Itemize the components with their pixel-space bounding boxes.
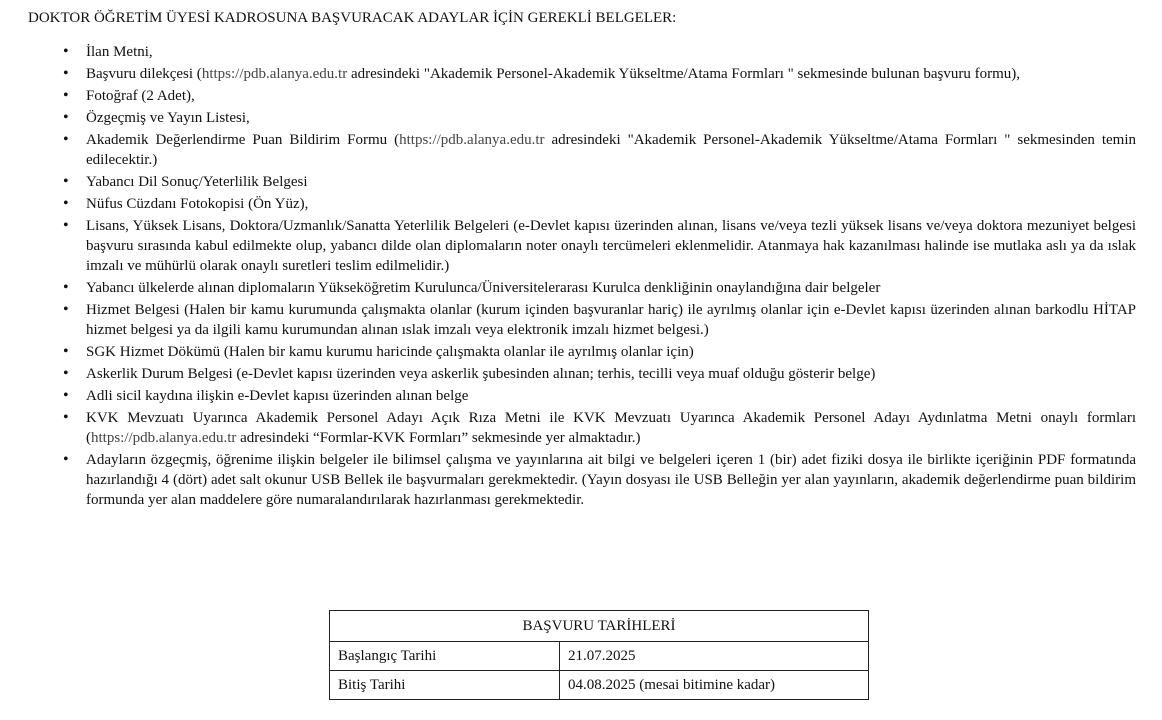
requirement-item (63, 64, 1136, 84)
requirement-text: Özgeçmiş ve Yayın Listesi, (86, 110, 250, 126)
requirement-text: Yabancı ülkelerde alınan diplomaların Yükseköğretim Kurulunca/Üniversitelerarası Kurulca denkliğinin onaylandığına dair belgeler (86, 280, 881, 296)
page-heading: DOKTOR ÖĞRETİM ÜYESİ KADROSUNA BAŞVURACAK ADAYLAR İÇİN GEREKLİ BELGELER: (28, 10, 677, 26)
pdb-website-link[interactable]: https://pdb.alanya.edu.tr (201, 66, 348, 82)
bullet-icon: • (63, 43, 69, 60)
bullet-icon: • (63, 387, 69, 404)
dates-table-header-row (330, 611, 869, 642)
bullet-icon: • (63, 365, 69, 382)
bullet-icon: • (63, 131, 69, 148)
requirements-list (63, 42, 1136, 512)
requirement-item (63, 130, 1136, 170)
dates-table-row-end (330, 671, 869, 700)
requirement-text: adresindeki "Akademik Personel-Akademik Yükseltme/Atama Formları " sekmesinde bulunan başvuru formu), (347, 66, 1020, 82)
requirement-text: Başvuru dilekçesi ( (86, 66, 202, 82)
requirement-text: Akademik Değerlendirme Puan Bildirim Formu ( (86, 132, 400, 148)
bullet-icon: • (63, 343, 69, 360)
requirement-item (63, 386, 1136, 406)
requirement-text: adresindeki “Formlar-KVK Formları” sekmesinde yer almaktadır.) (236, 430, 641, 446)
requirement-text: Yabancı Dil Sonuç/Yeterlilik Belgesi (86, 174, 308, 190)
end-date-label: Bitiş Tarihi (330, 671, 560, 700)
requirement-text: İlan Metni, (86, 44, 153, 60)
bullet-icon: • (63, 195, 69, 212)
requirement-text: SGK Hizmet Dökümü (Halen bir kamu kurumu haricinde çalışmakta olanlar ile ayrılmış olanlar için) (86, 344, 694, 360)
requirement-item (63, 194, 1136, 214)
bullet-icon: • (63, 409, 69, 426)
requirement-item (63, 42, 1136, 62)
pdb-website-link[interactable]: https://pdb.alanya.edu.tr (91, 430, 237, 446)
bullet-icon: • (63, 451, 69, 468)
dates-table-row-start (330, 642, 869, 671)
requirement-text: Lisans, Yüksek Lisans, Doktora/Uzmanlık/Sanatta Yeterlilik Belgeleri (e-Devlet kapısı üzerinden alınan, lisans ve/veya tezli yüksek lisans ve/veya doktora mezuniyet belgesi başvuru sırasında kabul edilmekte olup, yabancı dilde olan diplomaların noter onaylı tercümeleri eklenmelidir. Atanmaya hak kazanılması halinde ise mutlaka aslı ya da ıslak imzalı ve mühürlü olarak onaylı suretleri teslim edilmelidir.) (86, 218, 1136, 274)
requirement-text: Fotoğraf (2 Adet), (86, 88, 195, 104)
application-dates-table (329, 610, 869, 700)
bullet-icon: • (63, 65, 69, 82)
start-date-label: Başlangıç Tarihi (330, 642, 560, 671)
bullet-icon: • (63, 109, 69, 126)
bullet-icon: • (63, 301, 69, 318)
requirement-item (63, 342, 1136, 362)
bullet-icon: • (63, 173, 69, 190)
requirement-text: Nüfus Cüzdanı Fotokopisi (Ön Yüz), (86, 196, 309, 212)
requirement-item (63, 408, 1136, 448)
start-date-value: 21.07.2025 (560, 642, 869, 671)
dates-table-title: BAŞVURU TARİHLERİ (330, 611, 869, 642)
requirement-text: adresindeki "Akademik Personel-Akademik Yükseltme/Atama Formları " sekmesinden temin edilecektir.) (86, 132, 1136, 168)
requirement-item (63, 450, 1136, 510)
requirement-text: Askerlik Durum Belgesi (e-Devlet kapısı üzerinden veya askerlik şubesinden alınan; terhis, tecilli veya muaf olduğu gösterir belge) (86, 366, 876, 382)
bullet-icon: • (63, 279, 69, 296)
bullet-icon: • (63, 217, 69, 234)
bullet-icon: • (63, 87, 69, 104)
requirement-text: Adayların özgeçmiş, öğrenime ilişkin belgeler ile bilimsel çalışma ve yayınlarına ait bilgi ve belgeleri içeren 1 (bir) adet fiziki dosya ile birlikte içeriğinin PDF formatında hazırlandığı 4 (dört) adet salt okunur USB Bellek ile başvurmaları gerekmektedir. (Yayın dosyası ile USB Belleğin yer alan yayınların, akademik değerlendirme puan bildirim formunda yer alan maddelere göre numaralandırılarak hazırlanması gerekmektedir. (86, 452, 1136, 508)
requirement-item (63, 86, 1136, 106)
requirement-item (63, 278, 1136, 298)
pdb-website-link[interactable]: https://pdb.alanya.edu.tr (399, 132, 545, 148)
requirement-text: Hizmet Belgesi (Halen bir kamu kurumunda çalışmakta olanlar (kurum içinden başvuranlar hariç) ile ayrılmış olanlar için e-Devlet kapısı üzerinden alınan barkodlu HİTAP hizmet belgesi ya da ilgili kamu kurumundan alınan ıslak imzalı veya elektronik imzalı hizmet belgesi.) (86, 302, 1136, 338)
requirement-item (63, 108, 1136, 128)
end-date-value: 04.08.2025 (mesai bitimine kadar) (560, 671, 869, 700)
requirement-text: KVK Mevzuatı Uyarınca Akademik Personel Adayı Açık Rıza Metni ile KVK Mevzuatı Uyarınca Akademik Personel Adayı Aydınlatma Metni onaylı formları ( (86, 410, 1136, 446)
requirement-item (63, 364, 1136, 384)
requirement-item (63, 300, 1136, 340)
requirement-item (63, 172, 1136, 192)
requirement-item (63, 216, 1136, 276)
requirement-text: Adli sicil kaydına ilişkin e-Devlet kapısı üzerinden alınan belge (86, 388, 469, 404)
